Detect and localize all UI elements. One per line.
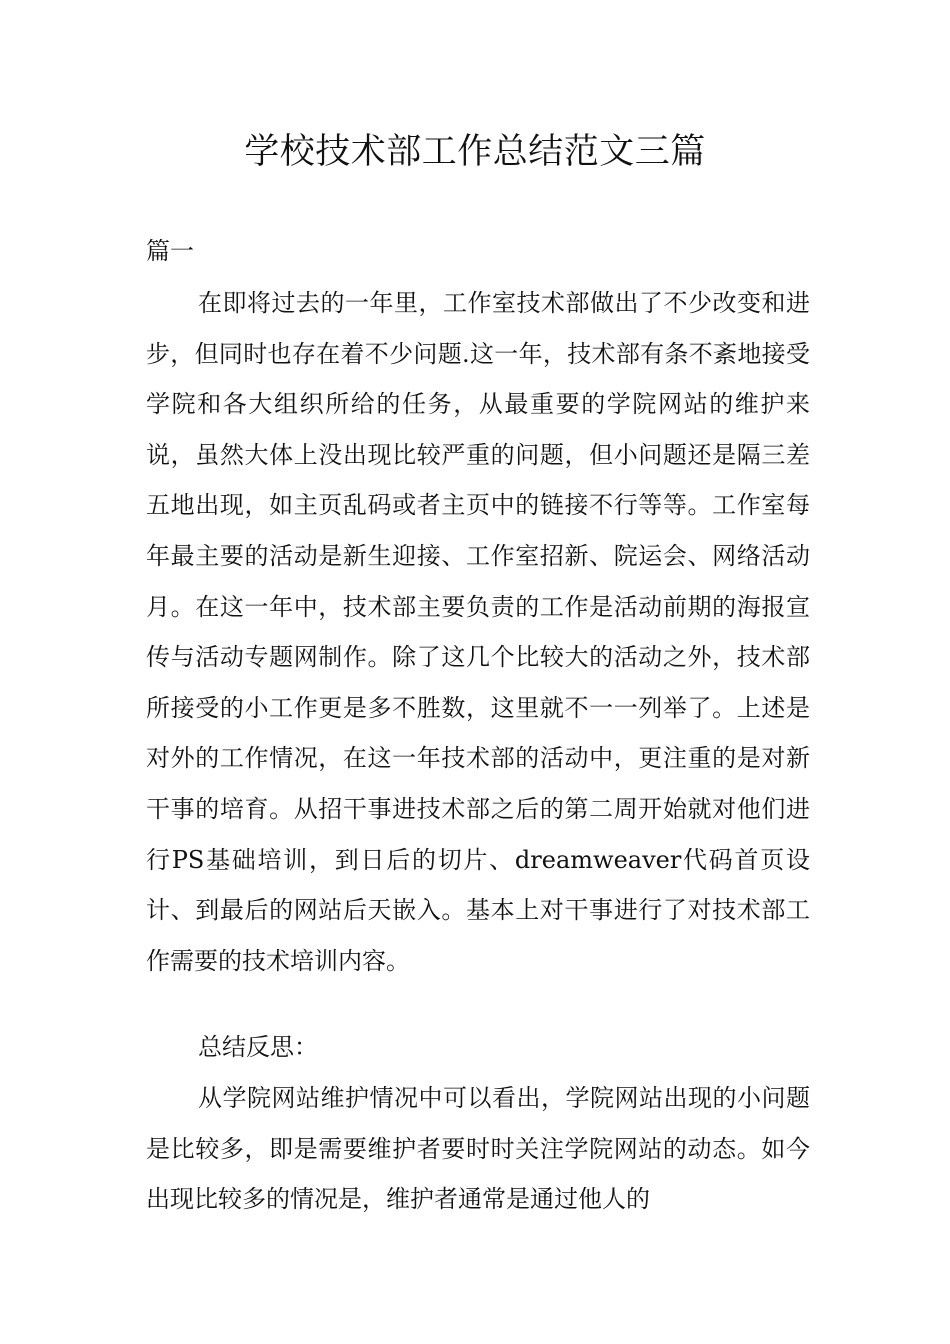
section-label: 篇一: [146, 237, 194, 265]
paragraph-summary-heading: 总结反思：: [198, 1033, 318, 1061]
paragraph-1: 在即将过去的一年里，工作室技术部做出了不少改变和进步，但同时也存在着不少问题.这一年，技术部有条不紊地接受学院和各大组织所给的任务，从最重要的学院网站的维护来说，虽然大体上没出现比较严重的问题，但小问题还是隔三差五地出现，如主页乱码或者主页中的链接不行等等。工作室每年最主要的活动是新生迎接、工作室招新、院运会、网络活动月。在这一年中，技术部主要负责的工作是活动前期的海报宣传与活动专题网制作。除了这几个比较大的活动之外，技术部所接受的小工作更是多不胜数，这里就不一一列举了。上述是对外的工作情况，在这一年技术部的活动中，更注重的是对新干事的培育。从招干事进技术部之后的第二周开始就对他们进行PS基础培训，到日后的切片、dreamweaver代码首页设计、到最后的网站后天嵌入。基本上对干事进行了对技术部工作需要的技术培训内容。: [146, 289, 810, 975]
document-title: 学校技术部工作总结范文三篇: [244, 132, 706, 172]
paragraph-3: 从学院网站维护情况中可以看出，学院网站出现的小问题是比较多，即是需要维护者要时时关注学院网站的动态。如今出现比较多的情况是，维护者通常是通过他人的: [146, 1084, 810, 1214]
